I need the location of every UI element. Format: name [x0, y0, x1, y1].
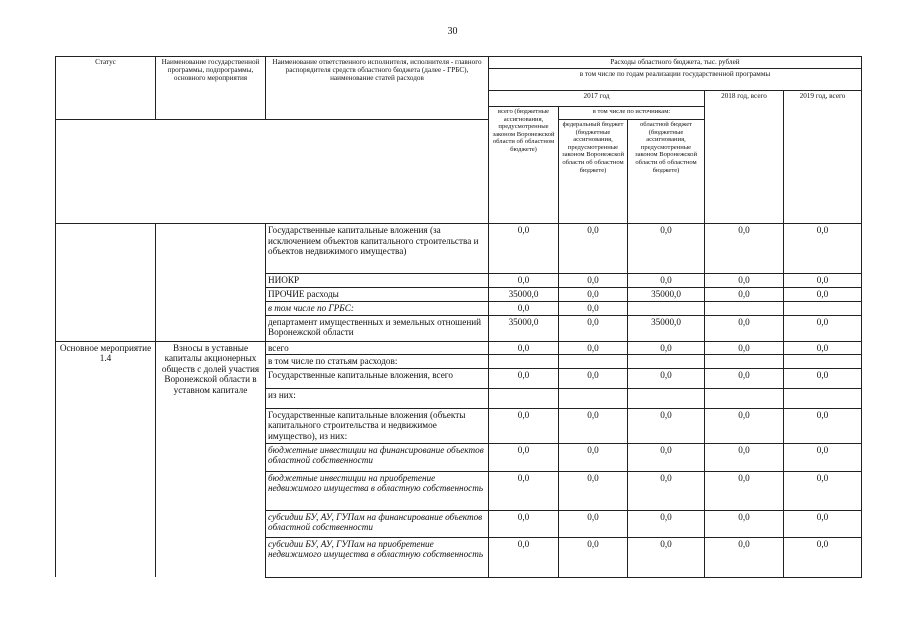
row-regional	[628, 302, 705, 316]
row-total: 0,0	[489, 537, 559, 577]
page-number: 30	[447, 26, 458, 37]
row-federal: 0,0	[559, 288, 628, 302]
row-federal: 0,0	[559, 510, 628, 537]
row-label: Государственные капитальные вложения, всего	[266, 368, 489, 388]
group2-status: Основное мероприятие 1.4	[56, 341, 156, 577]
row-label: бюджетные инвестиции на финансирование объектов областной собственности	[266, 443, 489, 471]
row-label: НИОКР	[266, 274, 489, 288]
row-label: субсидии БУ, АУ, ГУПам на финансирование объектов областной собственности	[266, 510, 489, 537]
row-2019: 0,0	[784, 537, 862, 577]
row-federal: 0,0	[559, 443, 628, 471]
row-2018: 0,0	[705, 408, 784, 443]
row-federal: 0,0	[559, 537, 628, 577]
row-2019: 0,0	[784, 224, 862, 274]
header-total-2017: всего (бюджетные ассигнования, предусмотренные законом Воронежской области об областном бюджете)	[489, 107, 559, 224]
row-total	[489, 388, 559, 408]
row-2019: 0,0	[784, 341, 862, 355]
row-2018	[705, 355, 784, 369]
row-2018: 0,0	[705, 341, 784, 355]
row-regional: 0,0	[628, 510, 705, 537]
header-year-2017: 2017 год	[489, 91, 705, 107]
row-total: 35000,0	[489, 315, 559, 341]
row-regional: 0,0	[628, 274, 705, 288]
row-federal: 0,0	[559, 368, 628, 388]
row-regional: 35000,0	[628, 315, 705, 341]
row-2018: 0,0	[705, 315, 784, 341]
row-label: Государственные капитальные вложения (объекты капитального строительства и недвижимое имущество), из них:	[266, 408, 489, 443]
row-2019: 0,0	[784, 274, 862, 288]
row-2019	[784, 355, 862, 369]
header-federal: федеральный бюджет (бюджетные ассигнования, предусмотренные законом Воронежской области об областном бюджете)	[559, 120, 628, 224]
row-total	[489, 355, 559, 369]
header-year-2018: 2018 год, всего	[705, 91, 784, 224]
row-2018: 0,0	[705, 368, 784, 388]
row-label: всего	[266, 341, 489, 355]
row-2018	[705, 302, 784, 316]
budget-table	[55, 56, 862, 578]
row-total: 0,0	[489, 443, 559, 471]
row-2018: 0,0	[705, 224, 784, 274]
row-regional: 0,0	[628, 224, 705, 274]
group2-name: Взносы в уставные капиталы акционерных обществ с долей участия Воронежской области в уставном капитале	[156, 341, 266, 577]
row-regional: 0,0	[628, 537, 705, 577]
row-regional	[628, 388, 705, 408]
row-2018: 0,0	[705, 288, 784, 302]
row-2018	[705, 388, 784, 408]
row-federal	[559, 388, 628, 408]
row-total: 0,0	[489, 368, 559, 388]
row-label: в том числе по ГРБС:	[266, 302, 489, 316]
row-total: 0,0	[489, 224, 559, 274]
row-total: 0,0	[489, 341, 559, 355]
row-2018: 0,0	[705, 443, 784, 471]
row-total: 0,0	[489, 408, 559, 443]
row-2019: 0,0	[784, 408, 862, 443]
table-row	[56, 341, 862, 355]
row-label: департамент имущественных и земельных отношений Воронежской области	[266, 315, 489, 341]
row-total: 0,0	[489, 274, 559, 288]
header-by-sources: в том числе по источникам:	[559, 107, 705, 120]
header-empty-left	[56, 120, 489, 224]
row-regional: 0,0	[628, 368, 705, 388]
header-status: Статус	[56, 57, 156, 120]
row-total: 0,0	[489, 510, 559, 537]
row-label: в том числе по статьям расходов:	[266, 355, 489, 369]
header-expenses: Расходы областного бюджета, тыс. рублей	[489, 57, 862, 69]
row-2019	[784, 388, 862, 408]
row-2019: 0,0	[784, 368, 862, 388]
row-label: бюджетные инвестиции на приобретение недвижимого имущества в областную собственность	[266, 471, 489, 510]
header-by-years: в том числе по годам реализации государственной программы	[489, 69, 862, 91]
row-label: Государственные капитальные вложения (за исключением объектов капитального строительства и объектов недвижимого имущества)	[266, 224, 489, 274]
header-program-name: Наименование государственной программы, подпрограммы, основного мероприятия	[156, 57, 266, 120]
row-2019: 0,0	[784, 471, 862, 510]
row-federal	[559, 355, 628, 369]
header-year-2019: 2019 год, всего	[784, 91, 862, 224]
row-federal: 0,0	[559, 315, 628, 341]
row-total: 0,0	[489, 302, 559, 316]
row-2018: 0,0	[705, 471, 784, 510]
row-total: 35000,0	[489, 288, 559, 302]
group1-name-cell	[156, 224, 266, 342]
table-row	[56, 224, 862, 274]
row-federal: 0,0	[559, 224, 628, 274]
row-2018: 0,0	[705, 274, 784, 288]
row-regional: 0,0	[628, 408, 705, 443]
row-federal: 0,0	[559, 408, 628, 443]
row-federal: 0,0	[559, 341, 628, 355]
row-2019: 0,0	[784, 443, 862, 471]
row-2019: 0,0	[784, 510, 862, 537]
row-label: субсидии БУ, АУ, ГУПам на приобретение недвижимого имущества в областную собственность	[266, 537, 489, 577]
row-regional: 35000,0	[628, 288, 705, 302]
row-regional	[628, 355, 705, 369]
row-federal: 0,0	[559, 302, 628, 316]
header-executor: Наименование ответственного исполнителя, исполнителя - главного распорядителя средств областного бюджета (далее - ГРБС), наименование статей расходов	[266, 57, 489, 120]
row-regional: 0,0	[628, 471, 705, 510]
group1-status-cell	[56, 224, 156, 342]
row-2018: 0,0	[705, 510, 784, 537]
header-regional: областной бюджет (бюджетные ассигнования, предусмотренные законом Воронежской области об областном бюджете)	[628, 120, 705, 224]
row-2019: 0,0	[784, 288, 862, 302]
row-regional: 0,0	[628, 341, 705, 355]
row-federal: 0,0	[559, 471, 628, 510]
row-label: из них:	[266, 388, 489, 408]
row-regional: 0,0	[628, 443, 705, 471]
row-label: ПРОЧИЕ расходы	[266, 288, 489, 302]
row-2019: 0,0	[784, 315, 862, 341]
row-federal: 0,0	[559, 274, 628, 288]
row-2018: 0,0	[705, 537, 784, 577]
row-total: 0,0	[489, 471, 559, 510]
row-2019	[784, 302, 862, 316]
